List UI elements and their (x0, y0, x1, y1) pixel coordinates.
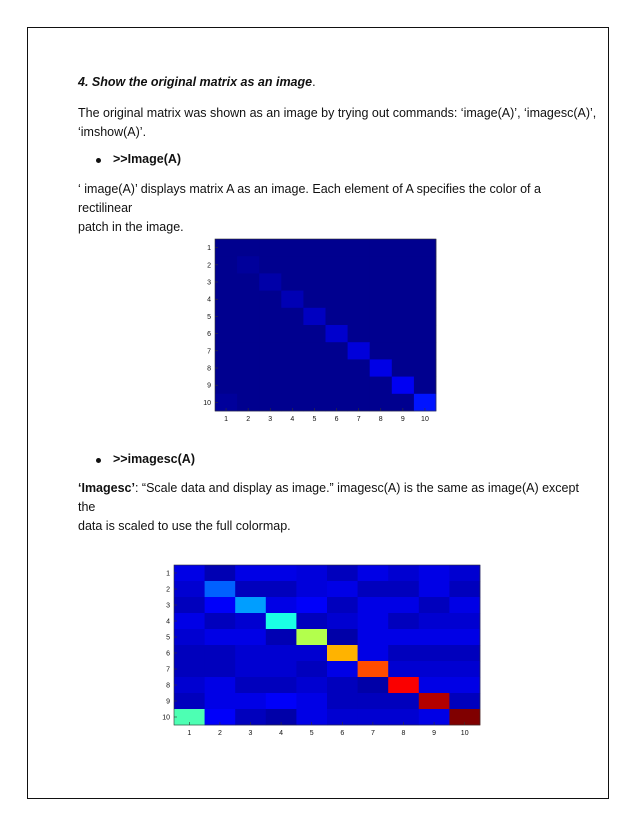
heatmap-cell (303, 239, 325, 257)
heatmap-cell (266, 645, 297, 661)
heatmap-cell (326, 342, 348, 360)
heatmap-cell (215, 377, 237, 395)
heatmap-cell (358, 597, 389, 613)
heatmap-cell (205, 581, 236, 597)
heatmap-cell (392, 377, 414, 395)
heatmap-cell (358, 565, 389, 581)
heatmap-cell (392, 342, 414, 360)
heatmap-cell (205, 661, 236, 677)
image-heatmap-chart (195, 236, 445, 426)
imagesc-description: ‘Imagesc’: “Scale data and display as image.” imagesc(A) is the same as image(A) except the data is scaled to use the full colormap. (78, 481, 579, 533)
heatmap-cell (370, 325, 392, 343)
intro-paragraph: The original matrix was shown as an image by trying out commands: ‘image(A)’, ‘imagesc(A)’, ‘imshow(A)’. (78, 106, 597, 139)
heatmap-cell (266, 629, 297, 645)
heatmap-cell (419, 693, 450, 709)
heatmap-cell (296, 597, 327, 613)
heatmap-cell (259, 291, 281, 309)
heatmap-cell (237, 377, 259, 395)
heatmap-cell (237, 325, 259, 343)
y-tick-label: 3 (207, 279, 211, 287)
heatmap-cell (281, 377, 303, 395)
heatmap-cell (281, 239, 303, 257)
y-tick-label: 8 (207, 365, 211, 373)
heatmap-cell (348, 256, 370, 274)
bullet-dot (96, 458, 101, 463)
heatmap-cell (419, 661, 450, 677)
x-tick-label: 7 (356, 416, 361, 423)
heatmap-cell (237, 342, 259, 360)
heatmap-cell (348, 273, 370, 291)
heatmap-cell (174, 677, 205, 693)
heatmap-cell (296, 629, 327, 645)
heatmap-cell (237, 308, 259, 326)
heatmap-cell (370, 239, 392, 257)
x-tick-label: 6 (334, 416, 339, 423)
heatmap-cell (392, 359, 414, 377)
heatmap-cell (215, 291, 237, 309)
heatmap-cell (388, 693, 419, 709)
heatmap-cell (237, 291, 259, 309)
y-tick-label: 9 (166, 698, 170, 706)
heatmap-cell (235, 565, 266, 581)
heatmap-cell (205, 629, 236, 645)
heatmap-cell (370, 273, 392, 291)
heatmap-cell (296, 645, 327, 661)
heatmap-cell (327, 645, 358, 661)
imagesc-heatmap-chart (155, 560, 485, 742)
heatmap-cell (348, 308, 370, 326)
heatmap-cell (205, 613, 236, 629)
heatmap-cell (215, 239, 237, 257)
heatmap-cell (259, 256, 281, 274)
heatmap-cell (392, 239, 414, 257)
x-tick-label: 5 (309, 730, 314, 737)
heatmap-cell (174, 581, 205, 597)
heatmap-cell (414, 377, 436, 395)
heatmap-cell (303, 377, 325, 395)
heatmap-cell (348, 359, 370, 377)
heatmap-cell (419, 565, 450, 581)
y-tick-label: 5 (166, 634, 170, 642)
heatmap-cell (326, 325, 348, 343)
heatmap-cell (237, 359, 259, 377)
x-tick-label: 2 (217, 730, 222, 737)
x-tick-label: 10 (460, 730, 469, 737)
heatmap-cell (281, 325, 303, 343)
heatmap-cell (419, 629, 450, 645)
heatmap-cell (259, 359, 281, 377)
heatmap-cell (327, 581, 358, 597)
heatmap-cell (205, 693, 236, 709)
heatmap-cell (419, 677, 450, 693)
x-tick-label: 10 (421, 416, 429, 423)
heatmap-cell (414, 291, 436, 309)
heatmap-cell (348, 342, 370, 360)
heatmap-cell (259, 273, 281, 291)
heatmap-cell (326, 273, 348, 291)
heatmap-cell (419, 645, 450, 661)
heatmap-cell (205, 565, 236, 581)
heatmap-cell (449, 565, 480, 581)
heatmap-cell (266, 565, 297, 581)
heatmap-cell (303, 308, 325, 326)
y-tick-label: 10 (162, 714, 170, 722)
y-tick-label: 3 (166, 602, 170, 610)
heatmap-cell (235, 645, 266, 661)
heatmap-cell (205, 597, 236, 613)
y-tick-label: 7 (207, 348, 211, 356)
heatmap-cell (388, 629, 419, 645)
y-tick-label: 2 (166, 586, 170, 594)
heatmap-cell (414, 325, 436, 343)
heatmap-cell (174, 597, 205, 613)
heatmap-cell (414, 256, 436, 274)
y-tick-label: 5 (207, 313, 211, 321)
heatmap-cell (296, 565, 327, 581)
x-tick-label: 7 (370, 730, 375, 737)
heatmap-cell (281, 342, 303, 360)
x-tick-label: 8 (401, 730, 406, 737)
y-tick-label: 6 (207, 331, 211, 339)
x-tick-label: 1 (187, 730, 192, 737)
heatmap-cell (215, 256, 237, 274)
heatmap-cell (348, 325, 370, 343)
heatmap-cell (281, 308, 303, 326)
heatmap-cell (358, 629, 389, 645)
heatmap-cell (327, 565, 358, 581)
heatmap-cell (419, 581, 450, 597)
image-description: ‘ image(A)’ displays matrix A as an image. Each element of A specifies the color of a rectilinear patch in the image. (78, 182, 541, 234)
heatmap-cell (303, 273, 325, 291)
heatmap-cell (237, 273, 259, 291)
heatmap-cell (327, 661, 358, 677)
heatmap-cell (392, 325, 414, 343)
heatmap-cell (235, 613, 266, 629)
bullet-label: >>Image(A) (113, 152, 182, 166)
heatmap-cell (388, 661, 419, 677)
y-tick-label: 10 (203, 399, 211, 407)
heatmap-cell (281, 256, 303, 274)
heatmap-cell (174, 629, 205, 645)
heatmap-cell (215, 342, 237, 360)
section-heading: 4. Show the original matrix as an image. (78, 75, 316, 89)
heatmap-cell (259, 377, 281, 395)
heatmap-cell (370, 342, 392, 360)
heatmap-cell (215, 359, 237, 377)
x-tick-label: 3 (248, 730, 253, 737)
heatmap-cell (266, 613, 297, 629)
x-tick-label: 2 (246, 416, 251, 423)
x-tick-label: 6 (340, 730, 345, 737)
heatmap-cell (303, 359, 325, 377)
x-tick-label: 4 (290, 416, 295, 423)
heatmap-cell (296, 661, 327, 677)
heatmap-cell (327, 677, 358, 693)
heatmap-cell (348, 239, 370, 257)
heatmap-cell (296, 581, 327, 597)
x-tick-label: 9 (400, 416, 405, 423)
y-tick-label: 4 (166, 618, 170, 626)
heatmap-cell (388, 565, 419, 581)
heatmap-cell (266, 581, 297, 597)
heatmap-cell (392, 308, 414, 326)
heatmap-cell (215, 308, 237, 326)
x-tick-label: 4 (279, 730, 284, 737)
heatmap-cell (266, 597, 297, 613)
bullet-label: >>imagesc(A) (113, 452, 195, 466)
heatmap-cell (358, 581, 389, 597)
heatmap-cell (215, 325, 237, 343)
heatmap-cell (281, 273, 303, 291)
heatmap-cell (327, 613, 358, 629)
heatmap-cell (215, 273, 237, 291)
heatmap-cell (370, 256, 392, 274)
heatmap-cell (392, 256, 414, 274)
heatmap-cell (303, 342, 325, 360)
heatmap-cell (370, 291, 392, 309)
bullet-dot (96, 158, 101, 163)
heatmap-cell (266, 661, 297, 677)
heatmap-cell (205, 645, 236, 661)
heatmap-cell (449, 613, 480, 629)
heatmap-cell (327, 629, 358, 645)
x-tick-label: 3 (268, 416, 273, 423)
heatmap-cell (235, 677, 266, 693)
heatmap-cell (235, 693, 266, 709)
y-tick-label: 1 (207, 245, 211, 253)
heatmap-cell (326, 308, 348, 326)
heatmap-cell (414, 273, 436, 291)
heatmap-cell (303, 325, 325, 343)
heatmap-cell (449, 645, 480, 661)
x-tick-label: 9 (432, 730, 437, 737)
heatmap-cell (235, 629, 266, 645)
heatmap-cell (296, 613, 327, 629)
heatmap-cell (414, 342, 436, 360)
heatmap-cell (358, 645, 389, 661)
heatmap-cell (326, 256, 348, 274)
heatmap-cell (281, 291, 303, 309)
heatmap-cell (235, 581, 266, 597)
heatmap-cell (419, 597, 450, 613)
heatmap-cell (237, 239, 259, 257)
heatmap-cell (237, 256, 259, 274)
x-tick-label: 5 (312, 416, 317, 423)
heatmap-cell (303, 256, 325, 274)
heatmap-cell (174, 661, 205, 677)
heatmap-cell (449, 629, 480, 645)
heatmap-cell (205, 677, 236, 693)
heatmap-cell (358, 661, 389, 677)
heatmap-cell (449, 677, 480, 693)
heatmap-cell (174, 693, 205, 709)
heatmap-cell (281, 359, 303, 377)
heatmap-cell (174, 645, 205, 661)
heatmap-cell (370, 308, 392, 326)
heatmap-cell (388, 613, 419, 629)
heatmap-cell (388, 581, 419, 597)
heatmap-cell (358, 677, 389, 693)
heatmap-cell (392, 273, 414, 291)
heatmap-cell (326, 377, 348, 395)
heatmap-cell (296, 693, 327, 709)
y-tick-label: 2 (207, 262, 211, 270)
heatmap-cell (449, 661, 480, 677)
heatmap-cell (419, 613, 450, 629)
heatmap-cell (259, 239, 281, 257)
x-tick-label: 1 (224, 416, 229, 423)
heatmap-cell (388, 677, 419, 693)
heatmap-cell (414, 239, 436, 257)
heatmap-cell (348, 377, 370, 395)
heatmap-cell (235, 661, 266, 677)
heatmap-cell (326, 239, 348, 257)
heatmap-cell (449, 693, 480, 709)
heatmap-cell (259, 308, 281, 326)
y-tick-label: 4 (207, 296, 211, 304)
heatmap-cell (388, 597, 419, 613)
heatmap-cell (348, 291, 370, 309)
heatmap-cell (388, 645, 419, 661)
y-tick-label: 9 (207, 382, 211, 390)
heatmap-cell (392, 291, 414, 309)
heatmap-cell (266, 693, 297, 709)
y-tick-label: 8 (166, 682, 170, 690)
heatmap-cell (174, 565, 205, 581)
heatmap-cell (326, 359, 348, 377)
heatmap-cell (414, 308, 436, 326)
x-tick-label: 8 (378, 416, 383, 423)
heatmap-cell (358, 613, 389, 629)
heatmap-cell (370, 359, 392, 377)
heatmap-cell (327, 693, 358, 709)
y-tick-label: 6 (166, 650, 170, 658)
heatmap-cell (358, 693, 389, 709)
heatmap-cell (259, 325, 281, 343)
heatmap-cell (259, 342, 281, 360)
heatmap-cell (326, 291, 348, 309)
heatmap-cell (296, 677, 327, 693)
heatmap-cell (174, 613, 205, 629)
heatmap-cell (370, 377, 392, 395)
y-tick-label: 7 (166, 666, 170, 674)
heatmap-cell (449, 581, 480, 597)
heatmap-cell (414, 359, 436, 377)
heatmap-cell (303, 291, 325, 309)
heatmap-cell (449, 597, 480, 613)
y-tick-label: 1 (166, 570, 170, 578)
heatmap-cell (266, 677, 297, 693)
heatmap-cell (235, 597, 266, 613)
heatmap-cell (327, 597, 358, 613)
